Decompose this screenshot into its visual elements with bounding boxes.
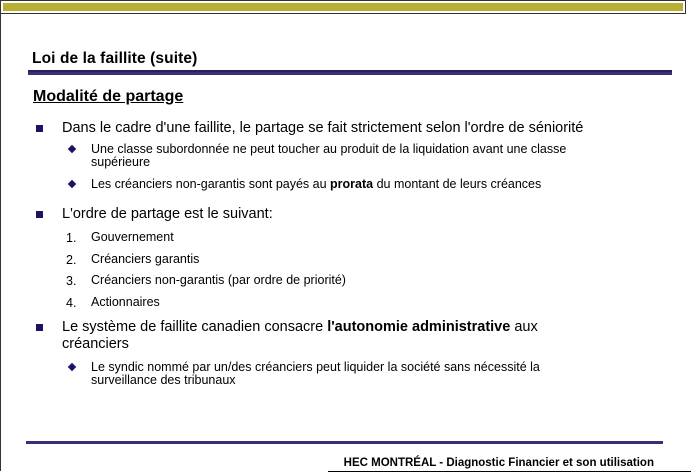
list-item: Créanciers non-garantis (par ordre de priorité) xyxy=(91,273,346,287)
title-divider xyxy=(28,72,672,75)
list-number: 4. xyxy=(66,296,77,310)
footer-text: HEC MONTRÉAL - Diagnostic Financier et son utilisation xyxy=(343,457,654,469)
bullet-text: Dans le cadre d'une faillite, le partage se fait strictement selon l'ordre de séniorité xyxy=(62,120,584,136)
left-border xyxy=(0,14,3,471)
footer-divider xyxy=(26,441,663,444)
slide-title: Loi de la faillite (suite) xyxy=(32,50,198,67)
square-bullet-icon xyxy=(36,125,43,132)
diamond-bullet-icon xyxy=(68,363,76,371)
diamond-bullet-icon xyxy=(68,180,76,188)
sub-bullet-text: Une classe subordonnée ne peut toucher au produit de la liquidation avant une classe supérieure xyxy=(91,142,567,169)
sub-bullet-text: Les créanciers non-garantis sont payés au prorata du montant de leurs créances xyxy=(91,177,542,191)
list-number: 2. xyxy=(66,253,77,267)
diamond-bullet-icon xyxy=(68,145,76,153)
top-accent-band xyxy=(0,0,686,14)
section-heading: Modalité de partage xyxy=(33,88,184,105)
footer-underline xyxy=(328,471,691,472)
bullet-text: L'ordre de partage est le suivant: xyxy=(62,206,273,222)
list-item: Créanciers garantis xyxy=(91,252,200,266)
sub-bullet-text: Le syndic nommé par un/des créanciers peut liquider la société sans nécessité la surveillance des tribunaux xyxy=(91,360,540,387)
list-number: 3. xyxy=(66,274,77,288)
square-bullet-icon xyxy=(36,324,43,331)
list-number: 1. xyxy=(66,231,77,245)
bullet-text: Le système de faillite canadien consacre l'autonomie administrative aux créanciers xyxy=(62,319,538,352)
square-bullet-icon xyxy=(36,211,43,218)
list-item: Gouvernement xyxy=(91,230,174,244)
list-item: Actionnaires xyxy=(91,295,160,309)
